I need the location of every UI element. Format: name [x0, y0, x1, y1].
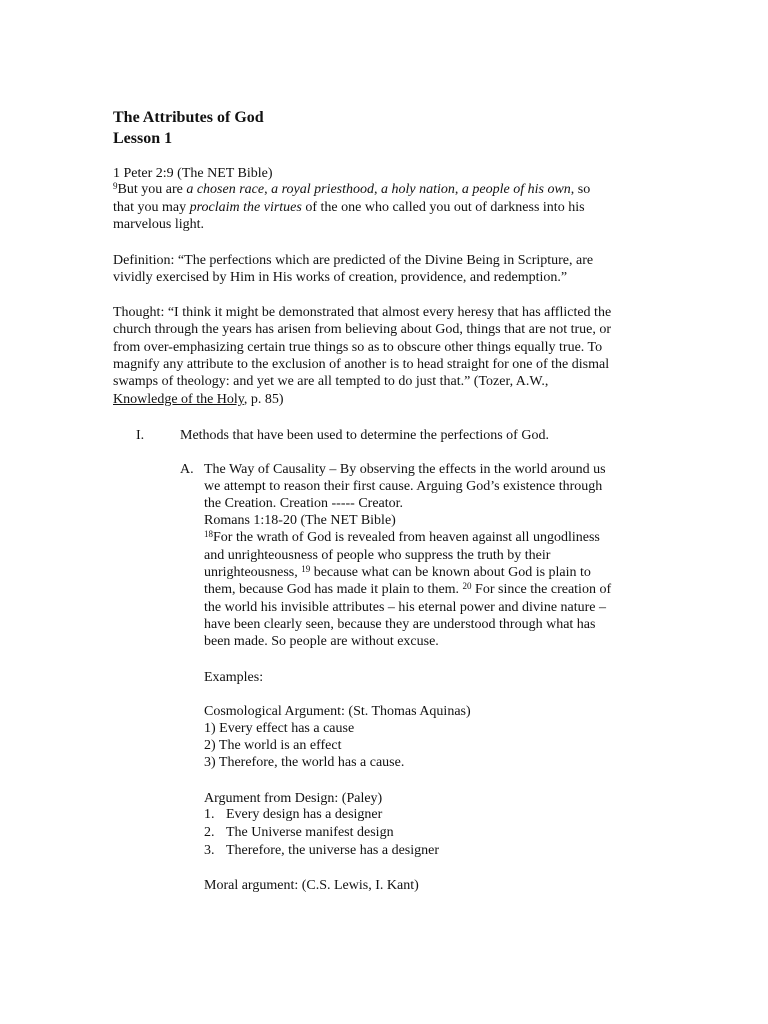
causality-line-1: The Way of Causality – By observing the effects in the world around us [204, 462, 606, 477]
verse-number: 20 [462, 581, 472, 591]
verse-number: 19 [301, 564, 311, 574]
romans-line-2: and unrighteousness of people who suppress the truth by their [204, 548, 551, 563]
causality-line-2: we attempt to reason their first cause. Arguing God’s existence through [204, 479, 603, 494]
list-item: Therefore, the universe has a designer [226, 843, 440, 858]
romans-line-7: been made. So people are without excuse. [204, 634, 439, 649]
verse-line-1: $^9$But you are a chosen race, a royal priesthood, a holy nation, a people of his own, so [113, 181, 591, 197]
definition-line-1: Definition: “The perfections which are predicted of the Divine Being in Scripture, are [113, 253, 594, 268]
section-heading: Methods that have been used to determine the perfections of God. [180, 428, 549, 443]
examples-label: Examples: [204, 670, 264, 685]
romans-line-4: them, because God has made it plain to them. $^{20}$ For since the creation of [204, 581, 612, 597]
thought-line-2: church through the years has arisen from believing about God, things that are not true, or [113, 322, 612, 337]
subsection-letter: A. [180, 462, 194, 477]
romans-reference: Romans 1:18-20 (The NET Bible) [204, 513, 396, 528]
list-number: 1. [204, 807, 215, 822]
list-number: 2. [204, 825, 215, 840]
section-numeral: I. [136, 428, 145, 443]
causality-line-3: the Creation. Creation ----- Creator. [204, 496, 404, 511]
thought-line-1: Thought: “I think it might be demonstrated that almost every heresy that has afflicted the [113, 305, 612, 320]
verse-number: 18 [204, 529, 213, 539]
thought-line-5: swamps of theology: and yet we are all tempted to do just that.” (Tozer, A.W., [113, 374, 549, 389]
verse-line-3: marvelous light. [113, 217, 204, 232]
list-item: 2) The world is an effect [204, 738, 342, 753]
romans-line-6: have been clearly seen, because they are understood through what has [204, 617, 596, 632]
lesson-label: Lesson 1 [113, 130, 173, 147]
list-item: Every design has a designer [226, 807, 383, 822]
list-item: 3) Therefore, the world has a cause. [204, 755, 405, 770]
list-item: The Universe manifest design [226, 825, 394, 840]
moral-title: Moral argument: (C.S. Lewis, I. Kant) [204, 878, 419, 893]
list-number: 3. [204, 843, 215, 858]
definition-line-2: vividly exercised by Him in His works of creation, providence, and redemption.” [113, 270, 568, 285]
book-title: Knowledge of the Holy [113, 392, 244, 407]
romans-line-3: unrighteousness, $^{19}$ because what can be known about God is plain to [204, 564, 591, 580]
list-item: 1) Every effect has a cause [204, 721, 355, 736]
romans-line-1: $^{18}$For the wrath of God is revealed from heaven against all ungodliness [204, 529, 600, 545]
thought-line-3: from over-emphasizing certain true things so as to obscure other things equally true. To [113, 340, 603, 355]
verse-reference: 1 Peter 2:9 (The NET Bible) [113, 166, 273, 181]
document-title: The Attributes of God [113, 109, 264, 126]
verse-line-2: that you may proclaim the virtues of the one who called you out of darkness into his [113, 200, 585, 215]
romans-line-5: the world his invisible attributes – his eternal power and divine nature – [204, 600, 607, 615]
design-title: Argument from Design: (Paley) [204, 791, 383, 806]
thought-citation: Knowledge of the Holy, p. 85) [113, 392, 284, 407]
verse-number: 9 [113, 181, 118, 191]
thought-line-4: magnify any attribute to the exclusion of another is to head straight for one of the dismal [113, 357, 610, 372]
cosmological-title: Cosmological Argument: (St. Thomas Aquinas) [204, 704, 471, 719]
